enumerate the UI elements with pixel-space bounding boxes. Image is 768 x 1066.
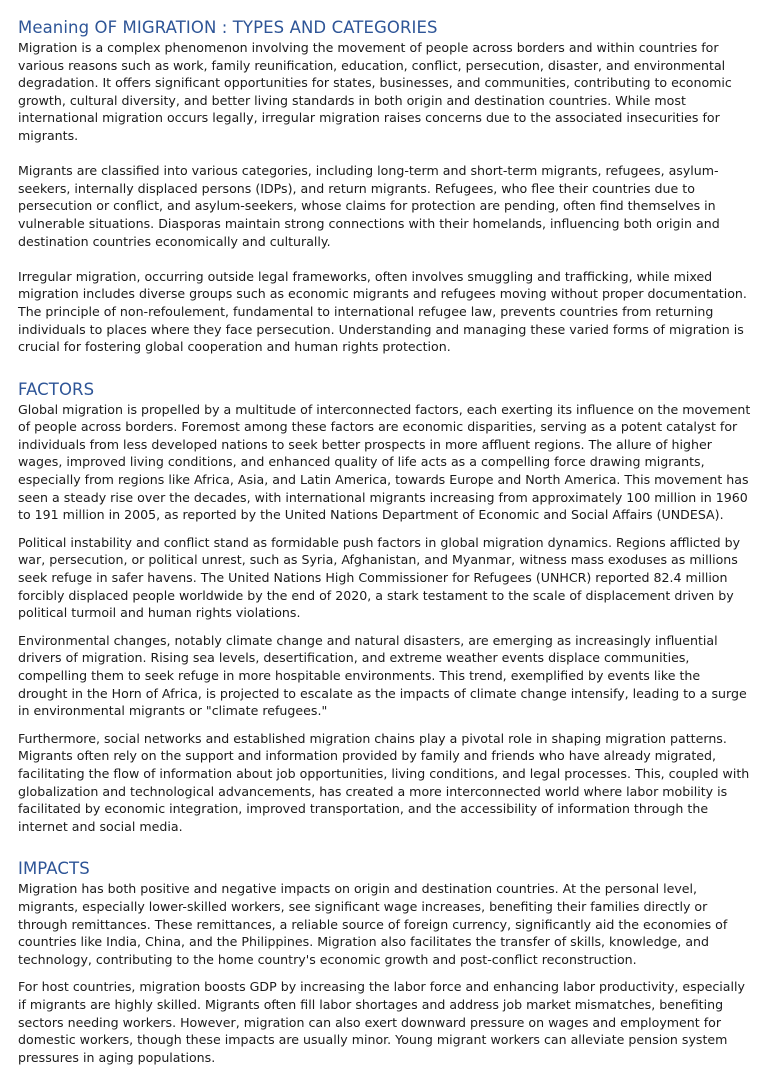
paragraph-meaning-1: Migration is a complex phenomenon involving the movement of people across borders and within countries for various reasons such as work, family reunification, education, conflict, persecution, disaster, and environmental degradation. It offers significant opportunities for states, businesses, and communities, contributing to economic growth, cultural diversity, and better living standards in both origin and destination countries. While most international migration occurs legally, irregular migration raises concerns due to the associated insecurities for migrants.: [18, 40, 732, 143]
section-heading-impacts: IMPACTS: [18, 859, 90, 879]
paragraph-factors-4: Furthermore, social networks and established migration chains play a pivotal role in shaping migration patterns. Migrants often rely on the support and information provided by family and friends who have already migrated, facilitating the flow of information about job opportunities, living conditions, and legal processes. This, coupled with globalization and technological advancements, has created a more interconnected world where labor mobility is facilitated by economic integration, improved transportation, and the accessibility of information through the internet and social media.: [18, 730, 750, 834]
document-page: [18, 18, 752, 1066]
paragraph-impacts-1: Migration has both positive and negative impacts on origin and destination countries. At the personal level, migrants, especially lower-skilled workers, see significant wage increases, benefiting their families directly or through remittances. These remittances, a reliable source of foreign currency, significantly aid the economies of countries like India, China, and the Philippines. Migration also facilitates the transfer of skills, knowledge, and technology, contributing to the home country's economic growth and post-conflict reconstruction.: [18, 881, 728, 967]
section-heading-factors: FACTORS: [18, 379, 95, 399]
section-heading-meaning: Meaning OF MIGRATION : TYPES AND CATEGORIES: [18, 18, 438, 37]
paragraph-factors-2: Political instability and conflict stand as formidable push factors in global migration dynamics. Regions afflicted by war, persecution, or political unrest, such as Syria, Afghanistan, and Myanmar, witness mass exoduses as millions seek refuge in safer havens. The United Nations High Commissioner for Refugees (UNHCR) reported 82.4 million forcibly displaced people worldwide by the end of 2020, a stark testament to the scale of displacement driven by political turmoil and human rights violations.: [18, 534, 741, 621]
paragraph-meaning-2: Migrants are classified into various categories, including long-term and short-term migrants, refugees, asylum-seekers, internally displaced persons (IDPs), and return migrants. Refugees, who flee their countries due to persecution or conflict, and asylum-seekers, whose claims for protection are pending, often find themselves in vulnerable situations. Diasporas maintain strong connections with their homelands, influencing both origin and destination countries economically and culturally.: [18, 163, 720, 249]
paragraph-factors-1: Global migration is propelled by a multitude of interconnected factors, each exerting its influence on the movement of people across borders. Foremost among these factors are economic disparities, serving as a potent catalyst for individuals from less developed nations to seek better prospects in more affluent regions. The allure of higher wages, improved living conditions, and enhanced quality of life acts as a compelling force drawing migrants, especially from regions like Africa, Asia, and Latin America, towards Europe and North America. This movement has seen a steady rise over the decades, with international migrants increasing from approximately 100 million in 1960 to 191 million in 2005, as reported by the United Nations Department of Economic and Social Affairs (UNDESA).: [18, 401, 751, 523]
paragraph-factors-3: Environmental changes, notably climate change and natural disasters, are emerging as increasingly influential drivers of migration. Rising sea levels, desertification, and extreme weather events displace communities, compelling them to seek refuge in more hospitable environments. This trend, exemplified by events like the drought in the Horn of Africa, is projected to escalate as the impacts of climate change intensify, leading to a surge in environmental migrants or "climate refugees.": [18, 632, 747, 719]
paragraph-meaning-3: Irregular migration, occurring outside legal frameworks, often involves smuggling and trafficking, while mixed migration includes diverse groups such as economic migrants and refugees moving without proper documentation. The principle of non-refoulement, fundamental to international refugee law, prevents countries from returning individuals to places where they face persecution. Understanding and managing these varied forms of migration is crucial for fostering global cooperation and human rights protection.: [18, 268, 747, 355]
paragraph-impacts-2: For host countries, migration boosts GDP by increasing the labor force and enhancing labor productivity, especially if migrants are highly skilled. Migrants often fill labor shortages and address job market mismatches, benefiting sectors needing workers. However, migration can also exert downward pressure on wages and employment for domestic workers, though these impacts are usually minor. Young migrant workers can alleviate pension system pressures in aging populations.: [18, 979, 745, 1065]
